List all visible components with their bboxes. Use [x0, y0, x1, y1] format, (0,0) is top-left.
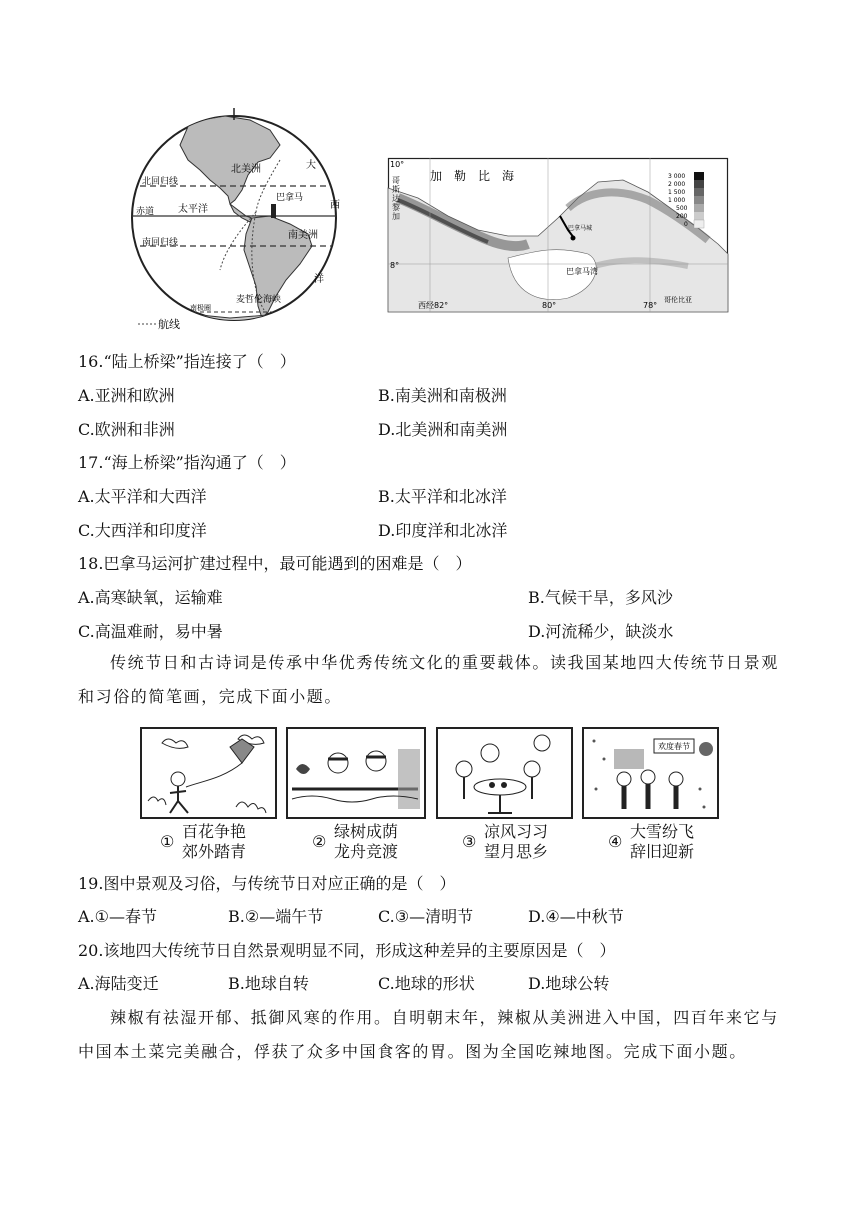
q19-option-a[interactable]: A.①—春节: [78, 907, 157, 926]
q18-option-a[interactable]: A.高寒缺氧，运输难: [78, 588, 223, 607]
q18-option-d[interactable]: D.河流稀少，缺淡水: [528, 622, 674, 641]
q20-option-d[interactable]: D.地球公转: [528, 974, 610, 993]
label-tropic-capricorn: 南回归线: [142, 238, 179, 248]
spring-festival-sign: 欢度春节: [658, 742, 690, 751]
q17-option-d[interactable]: D.印度洋和北冰洋: [378, 521, 508, 540]
legend-3000: 3 000: [668, 173, 686, 180]
label-gulf-panama: 巴拿马湾: [566, 267, 598, 276]
festival-caption-3-line2: 望月思乡: [484, 842, 549, 861]
festival-caption-3-line1: 凉风习习: [484, 822, 549, 841]
q17-option-b[interactable]: B.太平洋和北冰洋: [378, 487, 507, 506]
q16-option-a[interactable]: A.亚洲和欧洲: [78, 386, 175, 405]
label-lat8: 8°: [390, 261, 400, 270]
legend-1000: 1 000: [668, 197, 686, 204]
q16-option-c[interactable]: C.欧洲和非洲: [78, 420, 175, 439]
q19-stem: 19.图中景观及习俗，与传统节日对应正确的是（ ）: [78, 874, 456, 893]
label-panama: 巴拿马: [276, 193, 304, 203]
label-equator: 赤道: [136, 207, 155, 217]
chili-intro: 辣椒有祛湿开郁、抵御风寒的作用。自明朝末年，辣椒从美洲进入中国，四百年来它与中国本土菜完美融合，俘获了众多中国食客的胃。图为全国吃辣地图。完成下面小题。: [78, 1008, 779, 1061]
label-antarctic-circle: 南极圈: [190, 304, 211, 312]
label-south-america: 南美洲: [288, 230, 318, 241]
label-lon78: 78°: [643, 301, 658, 310]
label-atlantic-3: 洋: [314, 274, 324, 285]
label-tropic-cancer: 北回归线: [142, 177, 179, 187]
festival-picture-2: [286, 727, 426, 819]
label-lon80: 80°: [542, 301, 557, 310]
festival-picture-3: [436, 727, 573, 819]
label-colombia: 哥伦比亚: [664, 296, 692, 304]
q20-option-a[interactable]: A.海陆变迁: [78, 974, 159, 993]
q17-option-c[interactable]: C.大西洋和印度洋: [78, 521, 207, 540]
legend-500: 500: [676, 205, 688, 212]
q19-option-b[interactable]: B.②—端午节: [228, 907, 324, 926]
festival-intro: 传统节日和古诗词是传承中华优秀传统文化的重要载体。读我国某地四大传统节日景观和习俗的简笔画，完成下面小题。: [78, 653, 779, 706]
q19-option-c[interactable]: C.③—清明节: [378, 907, 474, 926]
q19-option-d[interactable]: D.④—中秋节: [528, 907, 624, 926]
label-north-america: 北美洲: [231, 164, 261, 175]
legend-200: 200: [676, 213, 688, 220]
q20-option-b[interactable]: B.地球自转: [228, 974, 309, 993]
globe-map: [130, 100, 338, 336]
festival-picture-1: [140, 727, 277, 819]
festival-caption-2-line1: 绿树成荫: [334, 822, 399, 841]
q16-stem: 16.“陆上桥梁”指连接了（ ）: [78, 352, 296, 371]
label-panama-city: 巴拿马城: [568, 225, 593, 232]
q20-stem: 20.该地四大传统节日自然景观明显不同，形成这种差异的主要原因是（ ）: [78, 941, 616, 960]
festival-caption-1-num: ①: [160, 832, 175, 851]
festival-caption-2-line2: 龙舟竞渡: [334, 842, 399, 861]
festival-picture-4: [582, 727, 719, 819]
festival-caption-4-line2: 辞旧迎新: [630, 842, 695, 861]
q17-stem: 17.“海上桥梁”指沟通了（ ）: [78, 453, 296, 472]
q18-option-b[interactable]: B.气候干旱，多风沙: [528, 588, 673, 607]
label-lon82: 西经82°: [418, 301, 449, 310]
label-magellan: 麦哲伦海峡: [236, 295, 282, 305]
festival-caption-4-num: ④: [608, 832, 623, 851]
q18-option-c[interactable]: C.高温难耐，易中暑: [78, 622, 223, 641]
label-costa-rica: 哥斯达黎加: [392, 176, 400, 221]
q18-stem: 18.巴拿马运河扩建过程中，最可能遇到的困难是（ ）: [78, 554, 472, 573]
panama-map: [388, 158, 728, 312]
label-caribbean: 加 勒 比 海: [430, 169, 515, 183]
legend-route-label: 航线: [158, 318, 180, 331]
festival-caption-1-line2: 郊外踏青: [182, 842, 247, 861]
legend-0: 0: [684, 221, 688, 228]
q17-option-a[interactable]: A.太平洋和大西洋: [78, 487, 207, 506]
label-pacific: 太平洋: [178, 204, 208, 215]
legend-2000: 2 000: [668, 181, 686, 188]
label-atlantic-1: 大: [306, 160, 316, 171]
q20-option-c[interactable]: C.地球的形状: [378, 974, 475, 993]
festival-caption-3-num: ③: [462, 832, 477, 851]
festival-caption-4-line1: 大雪纷飞: [630, 822, 695, 841]
q16-option-b[interactable]: B.南美洲和南极洲: [378, 386, 507, 405]
label-atlantic-2: 西: [330, 200, 340, 211]
festival-caption-1-line1: 百花争艳: [182, 822, 247, 841]
festival-caption-2-num: ②: [312, 832, 327, 851]
label-lat10: 10°: [390, 160, 405, 169]
q16-option-d[interactable]: D.北美洲和南美洲: [378, 420, 508, 439]
legend-1500: 1 500: [668, 189, 686, 196]
